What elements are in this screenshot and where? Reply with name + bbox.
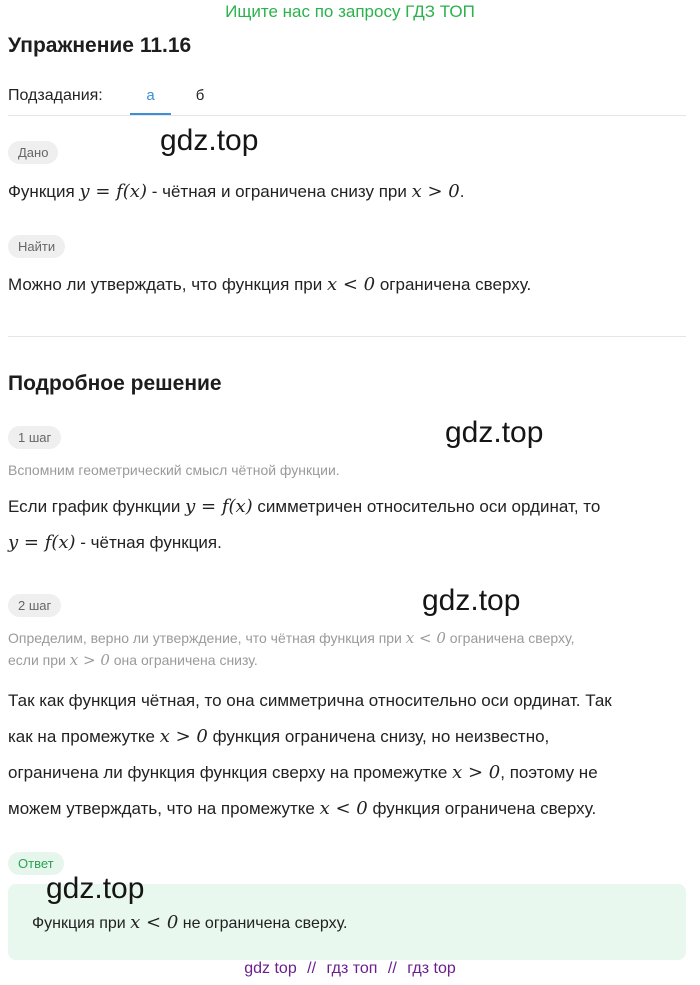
footer-links xyxy=(0,960,700,978)
watermark: gdz.top xyxy=(422,584,521,617)
math-formula: x > 0 xyxy=(411,181,460,202)
subtasks-label: Подзадания: xyxy=(8,87,103,104)
math-formula: x < 0 xyxy=(326,274,376,295)
step2-pill: 2 шаг xyxy=(8,594,61,617)
math-formula: x > 0 xyxy=(452,762,501,783)
given-text: Функция y = f(x) - чётная и ограничена снизу при x > 0. xyxy=(8,181,465,202)
given-pill-wrap xyxy=(8,141,58,164)
watermark: gdz.top xyxy=(160,124,259,157)
step1-pill: 1 шаг xyxy=(8,426,61,449)
step2-text: Так как функция чётная, то она симметрична относительно оси ординат. Так как на промежутке x > 0 функция ограничена снизу, но неизвестно, ограничена ли функция функция сверху на промежутке x > 0, поэтому не можем утверждать, что на промежутке x < 0 функция ограничена сверху. xyxy=(8,691,612,819)
math-formula: x > 0 xyxy=(159,726,208,747)
math-formula: x > 0 xyxy=(69,651,110,669)
given-pill: Дано xyxy=(8,141,58,164)
step2-pill-wrap xyxy=(8,594,61,617)
step1-hint: Вспомним геометрический смысл чётной функции. xyxy=(8,462,340,478)
divider xyxy=(8,336,686,337)
subtask-tab-b[interactable]: б xyxy=(195,87,205,104)
math-formula: x < 0 xyxy=(405,629,446,647)
watermark: gdz.top xyxy=(46,872,145,905)
subtask-tab-a[interactable]: а xyxy=(130,87,171,115)
find-pill-wrap xyxy=(8,235,65,258)
math-formula: y = f(x) xyxy=(79,181,147,202)
footer-link[interactable]: gdz top xyxy=(244,960,297,977)
math-formula: x < 0 xyxy=(319,798,368,819)
footer-separator: // xyxy=(387,960,397,977)
math-formula: x < 0 xyxy=(130,912,179,933)
solution-heading: Подробное решение xyxy=(8,372,222,395)
footer-separator: // xyxy=(307,960,317,977)
find-text: Можно ли утверждать, что функция при x < 0 ограничена сверху. xyxy=(8,274,532,295)
top-banner[interactable]: Ищите нас по запросу ГДЗ ТОП xyxy=(225,2,475,21)
step2-hint: Определим, верно ли утверждение, что чётная функция при x < 0 ограничена сверху, если при x > 0 она ограничена снизу. xyxy=(8,629,575,669)
math-formula: y = f(x) xyxy=(185,496,253,517)
footer-link[interactable]: гдз топ xyxy=(326,960,378,977)
math-formula: y = f(x) xyxy=(8,532,76,553)
step1-pill-wrap xyxy=(8,426,61,449)
footer-link[interactable]: гдз top xyxy=(407,960,456,977)
step1-text: Если график функции y = f(x) симметричен относительно оси ординат, то y = f(x) - чётная функция. xyxy=(8,496,601,553)
answer-pill: Ответ xyxy=(8,852,64,875)
page-title: Упражнение 11.16 xyxy=(8,34,192,57)
answer-text: Функция при x < 0 не ограничена сверху. xyxy=(32,912,348,933)
find-pill: Найти xyxy=(8,235,65,258)
divider xyxy=(8,115,686,116)
watermark: gdz.top xyxy=(445,416,544,449)
